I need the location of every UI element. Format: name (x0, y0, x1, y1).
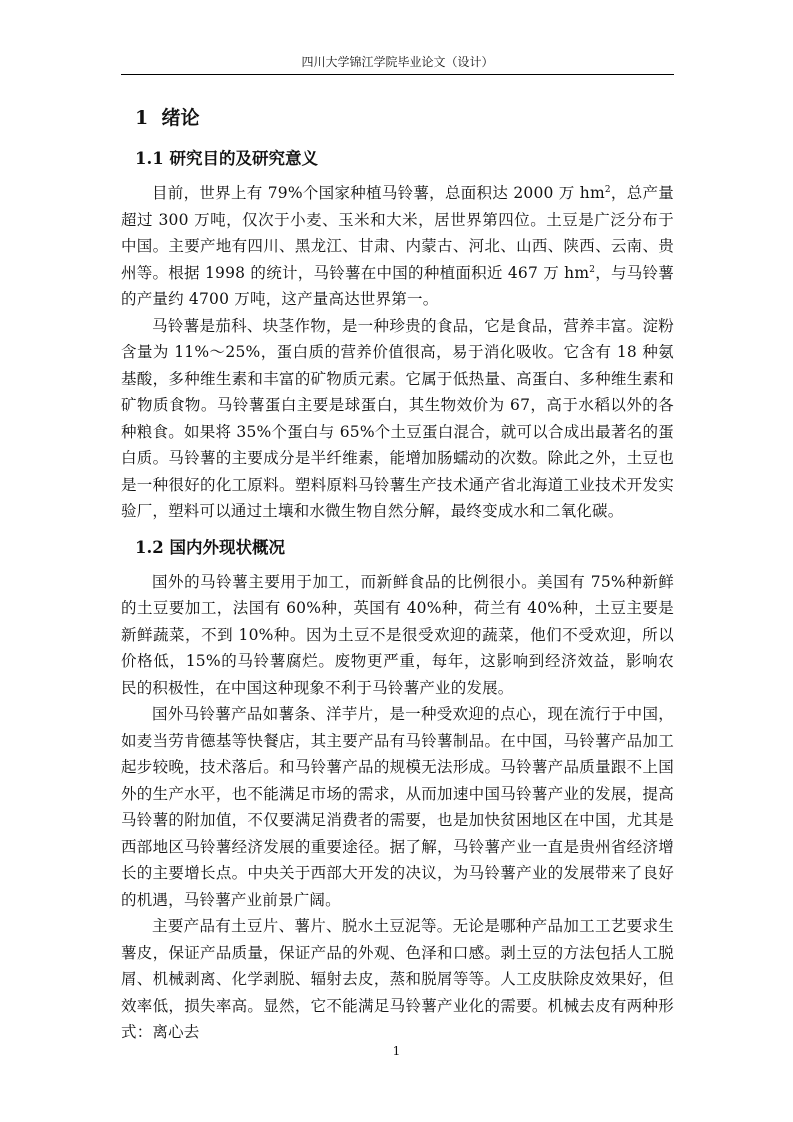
running-header: 四川大学锦江学院毕业论文（设计） (121, 52, 674, 75)
section-heading-1-1: 1.1 研究目的及研究意义 (135, 149, 318, 168)
paragraph: 国外的马铃薯主要用于加工，而新鲜食品的比例很小。美国有 75%种新鲜的土豆要加工，法国有 60%种，英国有 40%种，荷兰有 40%种，土豆主要是新鲜蔬菜，不到 10%种。因为土豆不是很受欢迎的蔬菜，他们不受欢迎，所以价格低，15%的马铃薯腐烂。废物更严重，每年，这影响到经济效益，影响农民的积极性，在中国这种现象不利于马铃薯产业的发展。 (121, 572, 674, 697)
paragraph: 国外马铃薯产品如薯条、洋芋片，是一种受欢迎的点心，现在流行于中国，如麦当劳肯德基等快餐店，其主要产品有马铃薯制品。在中国，马铃薯产品加工起步较晚，技术落后。和马铃薯产品的规模无法形成。马铃薯产品质量跟不上国外的生产水平，也不能满足市场的需求，从而加速中国马铃薯产业的发展，提高马铃薯的附加值，不仅要满足消费者的需要，也是加快贫困地区在中国，尤其是西部地区马铃薯经济发展的重要途径。据了解，马铃薯产业一直是贵州省经济增长的主要增长点。中央关于西部大开发的决议，为马铃薯产业的发展带来了良好的机遇，马铃薯产业前景广阔。 (121, 705, 674, 909)
page-number: 1 (392, 1044, 401, 1058)
paragraph-text: ，与马铃薯的产量约 4700 万吨，这产量高达世界第一。 (121, 263, 674, 308)
chapter-number: 1 (135, 107, 149, 129)
paragraph-text: 目前，世界上有 79%个国家种植马铃薯，总面积达 2000 万 hm (152, 184, 605, 202)
paragraph: 马铃薯是茄科、块茎作物，是一种珍贵的食品，它是食品，营养丰富。淀粉含量为 11%～25%，蛋白质的营养价值很高，易于消化吸收。它含有 18 种氨基酸，多种维生素和丰富的矿物质元素。它属于低热量、高蛋白、多种维生素和矿物质食物。马铃薯蛋白主要是球蛋白，其生物效价为 67，高于水稻以外的各种粮食。如果将 35%个蛋白与 65%个土豆蛋白混合，就可以合成出最著名的蛋白质。马铃薯的主要成分是半纤维素，能增加肠蠕动的次数。除此之外，土豆也是一种很好的化工原料。塑料原料马铃薯生产技术通产省北海道工业技术开发实验厂，塑料可以通过土壤和水微生物自然分解，最终变成水和二氧化碳。 (121, 316, 674, 520)
superscript: 2 (604, 184, 611, 195)
chapter-heading (135, 100, 674, 136)
paragraph: 主要产品有土豆片、薯片、脱水土豆泥等。无论是哪种产品加工工艺要求生薯皮，保证产品质量，保证产品的外观、色泽和口感。剥土豆的方法包括人工脱屑、机械剥离、化学剥脱、辐射去皮，蒸和脱屑等等。人工皮肤除皮效果好，但效率低，损失率高。显然，它不能满足马铃薯产业化的需要。机械去皮有两种形式：离心去 (121, 917, 674, 1041)
page-body (121, 100, 674, 1046)
section-heading-1-2: 1.2 国内外现状概况 (135, 537, 285, 557)
superscript: 2 (589, 264, 596, 275)
paragraph (121, 180, 674, 313)
paragraph-text: ，总产量超过 300 万吨，仅次于小麦、玉米和大米，居世界第四位。土豆是广泛分布于中国。主要产地有四川、黑龙江、甘肃、内蒙古、河北、山西、陕西、云南、贵州等。根据 1998 的统计，马铃薯在中国的种植面积近 467 万 hm (121, 184, 674, 282)
chapter-title: 绪论 (161, 107, 200, 129)
